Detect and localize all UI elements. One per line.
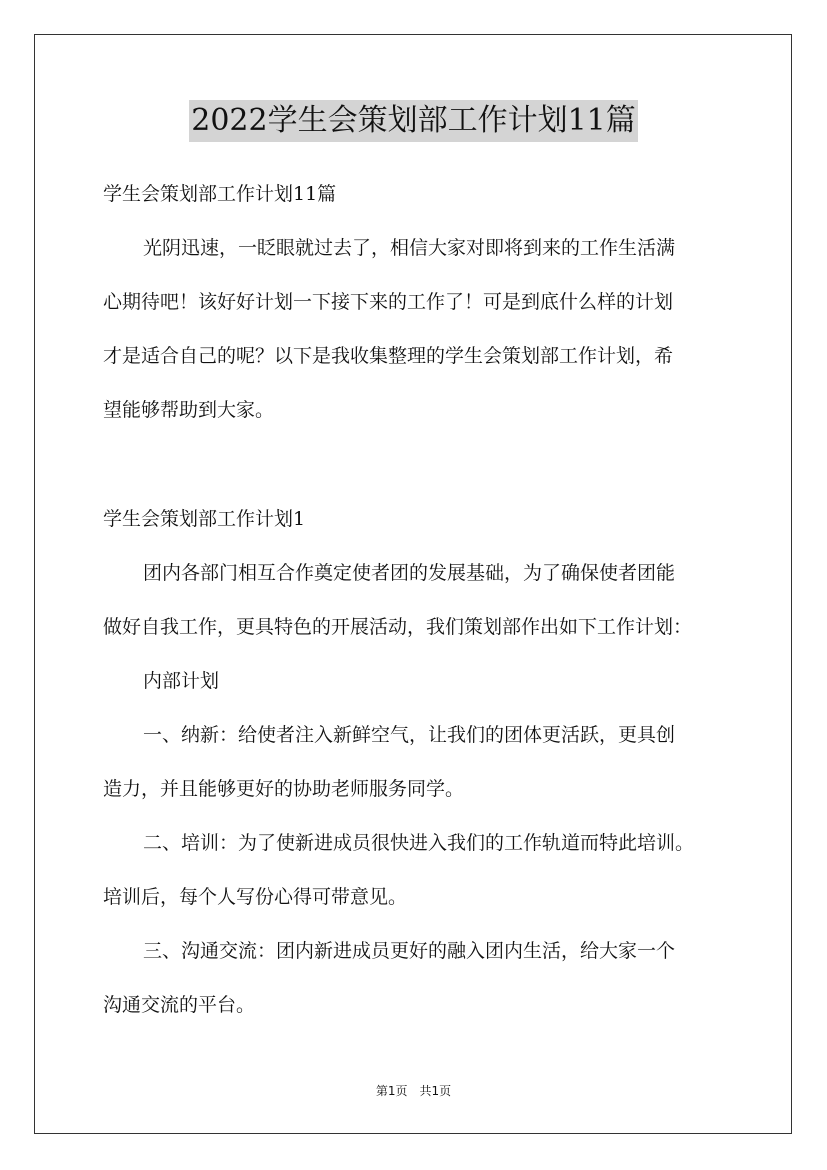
paragraph-line: 心期待吧！该好好计划一下接下来的工作了！可是到底什么样的计划 (103, 291, 674, 313)
document-title: 2022学生会策划部工作计划11篇 (189, 100, 638, 142)
paragraph-line: 做好自我工作，更具特色的开展活动，我们策划部作出如下工作计划： (103, 616, 693, 638)
paragraph-line: 光阴迅速，一眨眼就过去了，相信大家对即将到来的工作生活满 (143, 237, 676, 259)
section-heading-intro: 学生会策划部工作计划11篇 (103, 183, 337, 205)
subheading-internal-plan: 内部计划 (143, 670, 220, 692)
paragraph-line: 三、沟通交流：团内新进成员更好的融入团内生活，给大家一个 (143, 940, 676, 962)
paragraph-line: 才是适合自己的呢？以下是我收集整理的学生会策划部工作计划，希 (103, 345, 674, 367)
title-container (0, 100, 827, 142)
paragraph-line: 团内各部门相互合作奠定使者团的发展基础，为了确保使者团能 (143, 562, 676, 584)
section-heading-plan-1: 学生会策划部工作计划1 (103, 508, 306, 530)
paragraph-line: 二、培训：为了使新进成员很快进入我们的工作轨道而特此培训。 (143, 832, 695, 854)
paragraph-line: 造力，并且能够更好的协助老师服务同学。 (103, 778, 465, 800)
paragraph-line: 望能够帮助到大家。 (103, 399, 275, 421)
paragraph-line: 沟通交流的平台。 (103, 994, 256, 1016)
page-number-footer: 第1页 共1页 (375, 1084, 452, 1098)
paragraph-line: 一、纳新：给使者注入新鲜空气，让我们的团体更活跃，更具创 (143, 724, 676, 746)
paragraph-line: 培训后，每个人写份心得可带意见。 (103, 886, 408, 908)
